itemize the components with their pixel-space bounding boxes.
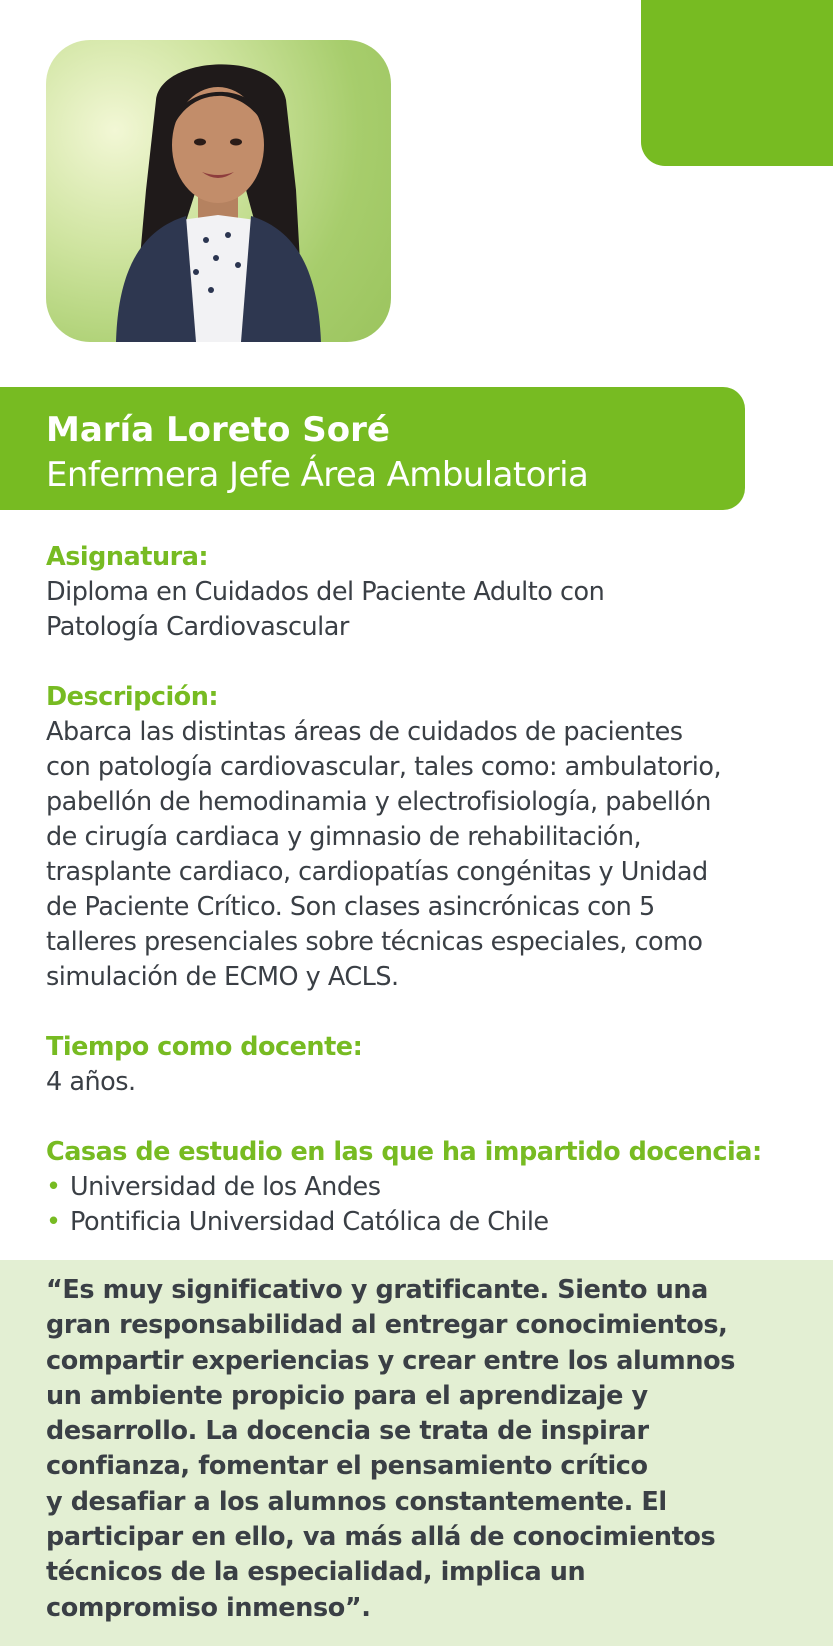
description-section xyxy=(46,680,806,995)
subject-line: Diploma en Cuidados del Paciente Adulto con xyxy=(46,577,605,607)
description-label: Descripción: xyxy=(46,682,219,712)
quote-line: “Es muy significativo y gratificante. Siento una xyxy=(46,1275,708,1305)
bullet-icon: • xyxy=(46,1172,61,1202)
testimonial-quote xyxy=(46,1273,816,1626)
subject-section xyxy=(46,540,806,645)
person-role: Enfermera Jefe Área Ambulatoria xyxy=(46,455,589,495)
institution-name: Universidad de los Andes xyxy=(70,1172,381,1202)
quote-line: confianza, fomentar el pensamiento crítico xyxy=(46,1451,648,1482)
subject-label: Asignatura: xyxy=(46,542,209,572)
description-line: simulación de ECMO y ACLS. xyxy=(46,962,399,992)
quote-line: compartir experiencias y crear entre los alumnos xyxy=(46,1345,735,1376)
profile-details xyxy=(46,540,806,1275)
list-item xyxy=(46,1170,806,1205)
institutions-list xyxy=(46,1170,806,1240)
description-line: Abarca las distintas áreas de cuidados de pacientes xyxy=(46,717,683,747)
institutions-label: Casas de estudio en las que ha impartido docencia: xyxy=(46,1137,762,1167)
name-banner xyxy=(0,387,745,510)
teaching-time-value: 4 años. xyxy=(46,1067,136,1097)
quote-line: y desafiar a los alumnos constantemente. El xyxy=(46,1486,667,1517)
quote-line: compromiso inmenso”. xyxy=(46,1592,371,1623)
quote-box xyxy=(0,1260,833,1646)
description-line: talleres presenciales sobre técnicas especiales, como xyxy=(46,927,703,957)
description-line: de Paciente Crítico. Son clases asincrónicas con 5 xyxy=(46,892,655,922)
description-line: con patología cardiovascular, tales como: ambulatorio, xyxy=(46,752,722,782)
institutions-section xyxy=(46,1135,806,1240)
list-item xyxy=(46,1205,806,1240)
quote-line: participar en ello, va más allá de conocimientos xyxy=(46,1522,716,1553)
description-line: de cirugía cardiaca y gimnasio de rehabilitación, xyxy=(46,822,642,852)
description-line: trasplante cardiaco, cardiopatías congénitas y Unidad xyxy=(46,857,708,887)
profile-photo xyxy=(46,40,391,342)
teaching-time-label: Tiempo como docente: xyxy=(46,1032,363,1062)
teaching-time-section xyxy=(46,1030,806,1100)
quote-line: gran responsabilidad al entregar conocimientos, xyxy=(46,1310,728,1341)
quote-line: desarrollo. La docencia se trata de inspirar xyxy=(46,1416,649,1447)
subject-text xyxy=(46,575,806,645)
institution-name: Pontificia Universidad Católica de Chile xyxy=(70,1207,549,1237)
description-line: pabellón de hemodinamia y electrofisiología, pabellón xyxy=(46,787,711,817)
person-name: María Loreto Soré xyxy=(46,410,390,450)
description-text xyxy=(46,715,806,995)
bullet-icon: • xyxy=(46,1207,61,1237)
subject-line: Patología Cardiovascular xyxy=(46,612,349,642)
quote-line: técnicos de la especialidad, implica un xyxy=(46,1557,586,1588)
corner-accent-block xyxy=(641,0,833,166)
quote-line: un ambiente propicio para el aprendizaje y xyxy=(46,1380,648,1411)
